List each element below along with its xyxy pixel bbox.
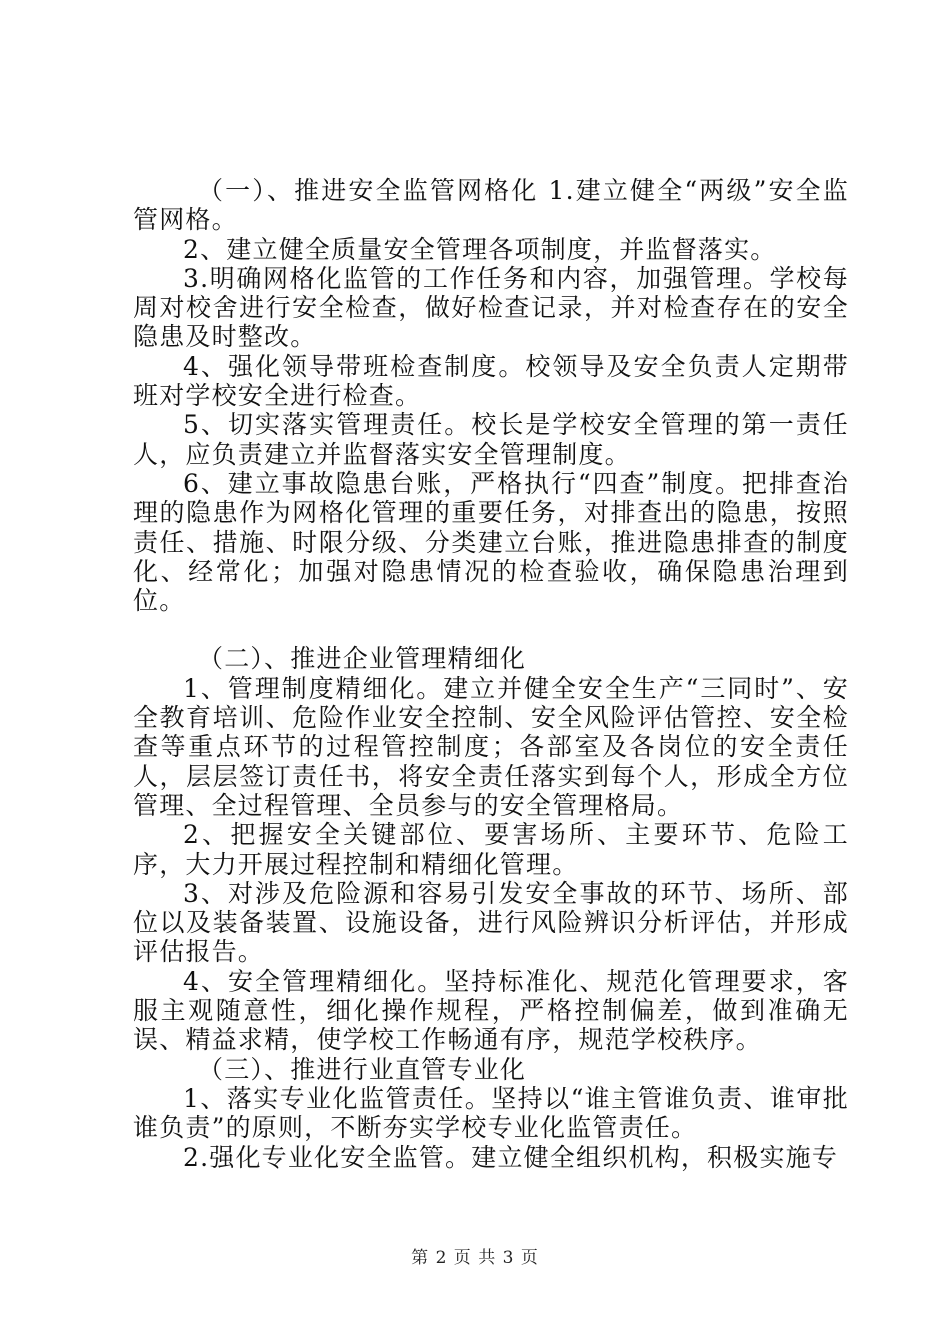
page-footer: 第 2 页 共 3 页 — [411, 1248, 539, 1268]
paragraph: 1、落实专业化监管责任。坚持以“谁主管谁负责、谁审批谁负责”的原则，不断夯实学校专业化监管责任。 — [133, 1083, 849, 1143]
paragraph: 6、建立事故隐患台账，严格执行“四查”制度。把排查治理的隐患作为网格化管理的重要任务，对排查出的隐患，按照责任、措施、时限分级、分类建立台账，推进隐患排查的制度化、经常化；加强对隐患情况的检查验收，确保隐患治理到位。 — [133, 468, 849, 616]
section-2-heading: （二）、推进企业管理精细化 — [198, 644, 527, 674]
paragraph: 2、把握安全关键部位、要害场所、主要环节、危险工序，大力开展过程控制和精细化管理。 — [133, 820, 849, 879]
paragraph: 4、安全管理精细化。坚持标准化、规范化管理要求，客服主观随意性，细化操作规程，严格控制偏差，做到准确无误、精益求精，使学校工作畅通有序，规范学校秩序。 — [133, 966, 849, 1055]
paragraph: 3、对涉及危险源和容易引发安全事故的环节、场所、部位以及装备装置、设施设备，进行风险辨识分析评估，并形成评估报告。 — [133, 878, 849, 967]
paragraph: 4、强化领导带班检查制度。校领导及安全负责人定期带班对学校安全进行检查。 — [133, 351, 849, 411]
section-3-heading: （三）、推进行业直管专业化 — [198, 1054, 527, 1084]
section-1-heading-paragraph: （一）、推进安全监管网格化 1.建立健全“两级”安全监管网格。 — [133, 176, 849, 235]
paragraph: 2、建立健全质量安全管理各项制度，并监督落实。 — [183, 234, 777, 264]
paragraph: 3.明确网格化监管的工作任务和内容，加强管理。学校每周对校舍进行安全检查，做好检查记录，并对检查存在的安全隐患及时整改。 — [133, 263, 849, 352]
paragraph: 2.强化专业化安全监管。建立健全组织机构，积极实施专 — [183, 1142, 839, 1172]
paragraph: 1、管理制度精细化。建立并健全安全生产“三同时”、安全教育培训、危险作业安全控制、安全风险评估管控、安全检查等重点环节的过程管控制度；各部室及各岗位的安全责任人，层层签订责任书，将安全责任落实到每个人，形成全方位管理、全过程管理、全员参与的安全管理格局。 — [133, 673, 849, 820]
document-body — [133, 176, 849, 1172]
paragraph: 5、切实落实管理责任。校长是学校安全管理的第一责任人，应负责建立并监督落实安全管理制度。 — [133, 410, 849, 469]
